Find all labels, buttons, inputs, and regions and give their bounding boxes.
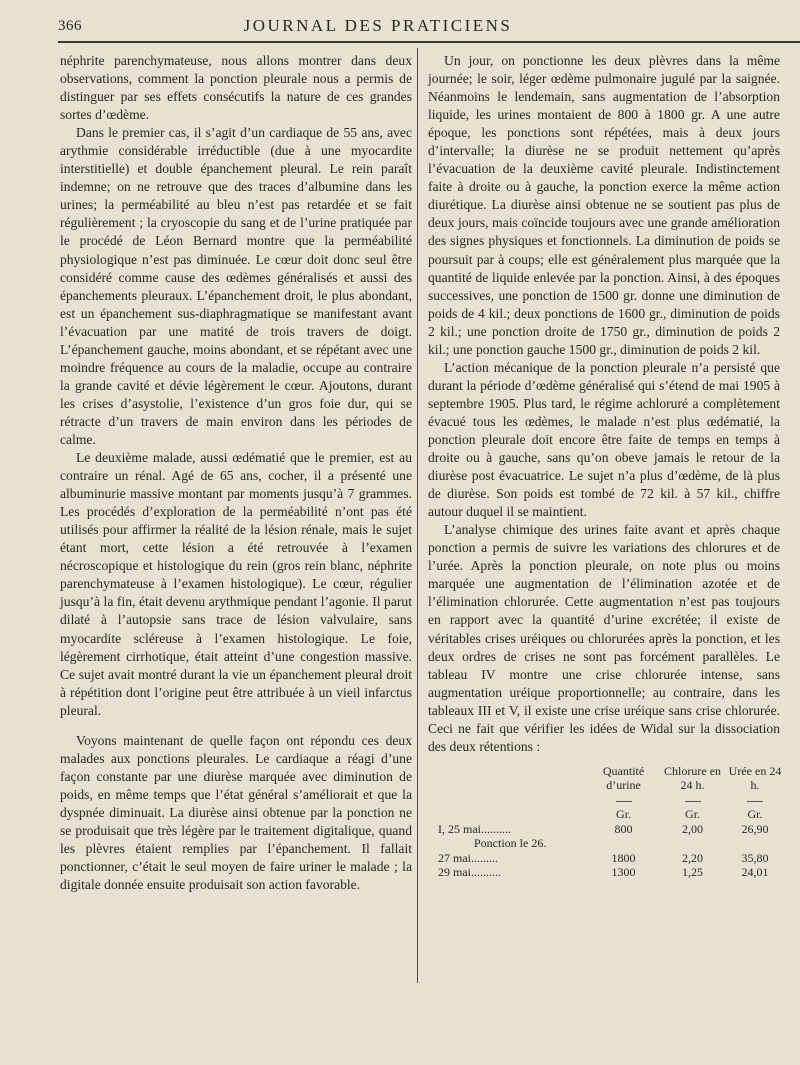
column-divider bbox=[417, 48, 418, 983]
cell-urine: 1300 bbox=[611, 865, 636, 880]
row-label: 29 mai.......... bbox=[438, 865, 501, 880]
row-label: 27 mai......... bbox=[438, 850, 498, 865]
table-unit: Gr. bbox=[747, 807, 763, 822]
page-header bbox=[58, 14, 800, 40]
table-header-chlorure: Chlorure en 24 h. bbox=[664, 763, 722, 793]
table-dash bbox=[590, 793, 657, 808]
left-column bbox=[60, 52, 412, 894]
table-unit: Gr. bbox=[685, 807, 701, 822]
cell-chlorure: 1,25 bbox=[682, 865, 704, 880]
cell-uree: 26,90 bbox=[741, 821, 769, 836]
table-row bbox=[436, 822, 782, 837]
journal-title: JOURNAL DES PRATICIENS bbox=[243, 16, 513, 35]
table-header-urine: Quantité d’urine bbox=[602, 763, 645, 793]
header-rule bbox=[58, 41, 800, 43]
paragraph: Voyons maintenant de quelle façon ont répondu ces deux malades aux ponctions pleurales. Le cardiaque a réagi d’une façon constante par une diurèse marquée avec diminution de poids, en même temps que l’état général s’améliorait et que la dyspnée diminuait. La diurèse ainsi obtenue par la ponction ne se produisait que très légère par le traitement digitalique, quand les plèvres étaient remplies par l’épanchement. Il fallait ponctionner, c’était le seul moyen de faire uriner le malade ; la digitale donnée ensuite produisait son action favorable. bbox=[60, 732, 412, 893]
table-dash bbox=[728, 793, 782, 808]
table-dash bbox=[657, 793, 728, 808]
page-number: 366 bbox=[58, 18, 82, 34]
row-note: Ponction le 26. bbox=[474, 836, 547, 851]
cell-chlorure: 2,20 bbox=[682, 850, 704, 865]
cell-uree: 35,80 bbox=[741, 850, 769, 865]
table-header-uree: Urée en 24 h. bbox=[728, 763, 782, 793]
table-row bbox=[436, 851, 782, 866]
cell-urine: 800 bbox=[614, 821, 633, 836]
paragraph: L’action mécanique de la ponction pleurale n’a persisté que durant la période d’œdème généralisé qui s’étend de mai 1905 à septembre 1905. Plus tard, le régime achloruré a complètement évacué tous les œdèmes, le malade n’est plus œdématié, la ponction pleurale doit encore être faite de temps en temps à droite ou à gauche, sans qu’on obeve jamais le retour de la diurèse post évacuatrice. Le sujet n’a plus d’œdème, de là plus de diurèse. Son poids est tombé de 72 kil. à 57 kil., chiffre autour duquel il se maintient. bbox=[428, 359, 780, 520]
table-unit: Gr. bbox=[616, 807, 632, 822]
cell-chlorure: 2,00 bbox=[682, 821, 704, 836]
cell-uree: 24,01 bbox=[741, 865, 769, 880]
cell-urine: 1800 bbox=[611, 850, 636, 865]
paragraph: Un jour, on ponctionne les deux plèvres dans la même journée; le soir, léger œdème pulmonaire jugulé par la saignée. Néanmoins le lendemain, sans augmentation de l’absorption liquide, les urines montaient de 800 à 1800 gr. A une autre époque, les ponctions sont répétées, mais à deux jours d’intervalle; la diurèse ne se produit nettement qu’après l’évacuation de la deuxième cavité pleurale. Indistinctement faite à droite ou à gauche, la ponction exerce la même action diurétique. La diurèse ainsi obtenue ne se soutient pas plus de deux jours, mais coïncide toujours avec une grande amélioration des signes physiques et fonctionnels. La diminution de poids se poursuit par à coups; elle est généralement plus marquée que la quantité de liquide enlevée par la ponction. Ainsi, à des époques successives, une ponction de 1500 gr. donne une diminution de poids de 4 kil.; deux ponctions de 1600 gr., diminution de poids 2 kil.; une ponction droite de 1750 gr., diminution de poids 2 kil.; une ponction gauche 1500 gr., diminution de poids 2 kil. bbox=[428, 53, 780, 357]
paragraph: Dans le premier cas, il s’agit d’un cardiaque de 55 ans, avec arythmie considérable irréductible (due à une myocardite interstitielle) et double épanchement pleural. Le rein paraît indemne; on ne retrouve que des traces d’albumine dans les urines; la perméabilité au bleu n’est pas retardée et se fait régulièrement ; la cryoscopie du sang et de l’urine pratiquée par le procédé de Léon Bernard montre que la perméabilité physiologique n’est pas diminuée. Le cœur doit donc seul être considéré comme cause des œdèmes généralisés et aussi des épanchements pleuraux. L’épanchement droit, le plus abondant, est un épanchement sus-diaphragmatique se manifestant avant l’évacuation par une matité de trois travers de doigt. L’épanchement gauche, moins abondant, et se répétant avec une moindre fréquence au cours de la maladie, occupe au contraire la grande cavité et dévie légèrement le cœur. Ajoutons, durant les crises d’asystolie, l’existence d’un gros foie dur, qui se rétracte d’un travers de main environ dans les périodes de calme. bbox=[60, 125, 412, 447]
right-column bbox=[428, 52, 780, 880]
table-header-blank bbox=[436, 764, 590, 793]
paragraph: néphrite parenchymateuse, nous allons montrer dans deux observations, comment la ponction pleurale nous a permis de distinguer par ses effets consécutifs la nature de ces grandes sortes d’œdème. bbox=[60, 53, 412, 123]
paragraph: Le deuxième malade, aussi œdématié que le premier, est au contraire un rénal. Agé de 65 ans, cocher, il a présenté une albuminurie massive montant par moments jusqu’à 7 grammes. Les procédés d’exploration de la perméabilité n’ont pas été utilisés pour affirmer la réalité de la lésion rénale, mais le sujet étant mort, cette lésion a été retrouvée à l’examen nécroscopique et histologique du rein (gros rein blanc, néphrite parenchymateuse à l’examen histologique). Le cœur, régulier jusqu’à la fin, était devenu arythmique pendant l’agonie. Il parut dilaté à l’autopsie sans trace de lésion valvulaire, sans myocardite scléreuse à l’examen histologique. Le foie, légèrement cirrhotique, était atteint d’une congestion massive. Ce sujet avait montré durant la vie un épanchement pleural droit à répétition dont l’origine peut être attribuée à un vieil infarctus pleural. bbox=[60, 450, 412, 718]
paragraph: L’analyse chimique des urines faite avant et après chaque ponction a permis de suivre les variations des chlorures et de l’urée. Après la ponction pleurale, on note plus ou moins marquée une augmentation de l’élimination azotée et de l’élimination chlorurée. Cette augmentation n’est pas toujours en rapport avec la quantité d’urine excrétée; il existe de véritables crises uréiques ou chlorurées après la ponction, et les deux ordres de crises ne sont pas forcément parallèles. Le tableau IV montre une crise chlorurée intense, sans augmentation uréique proportionnelle; au contraire, dans les tableaux III et V, il existe une crise uréique sans crise chlorurée. Ceci ne fait que vérifier les idées de Widal sur la dissociation des deux rétentions : bbox=[428, 522, 780, 754]
table-row bbox=[436, 836, 782, 851]
data-table bbox=[436, 764, 782, 880]
table-row bbox=[436, 865, 782, 880]
row-label: I, 25 mai.......... bbox=[438, 821, 511, 836]
